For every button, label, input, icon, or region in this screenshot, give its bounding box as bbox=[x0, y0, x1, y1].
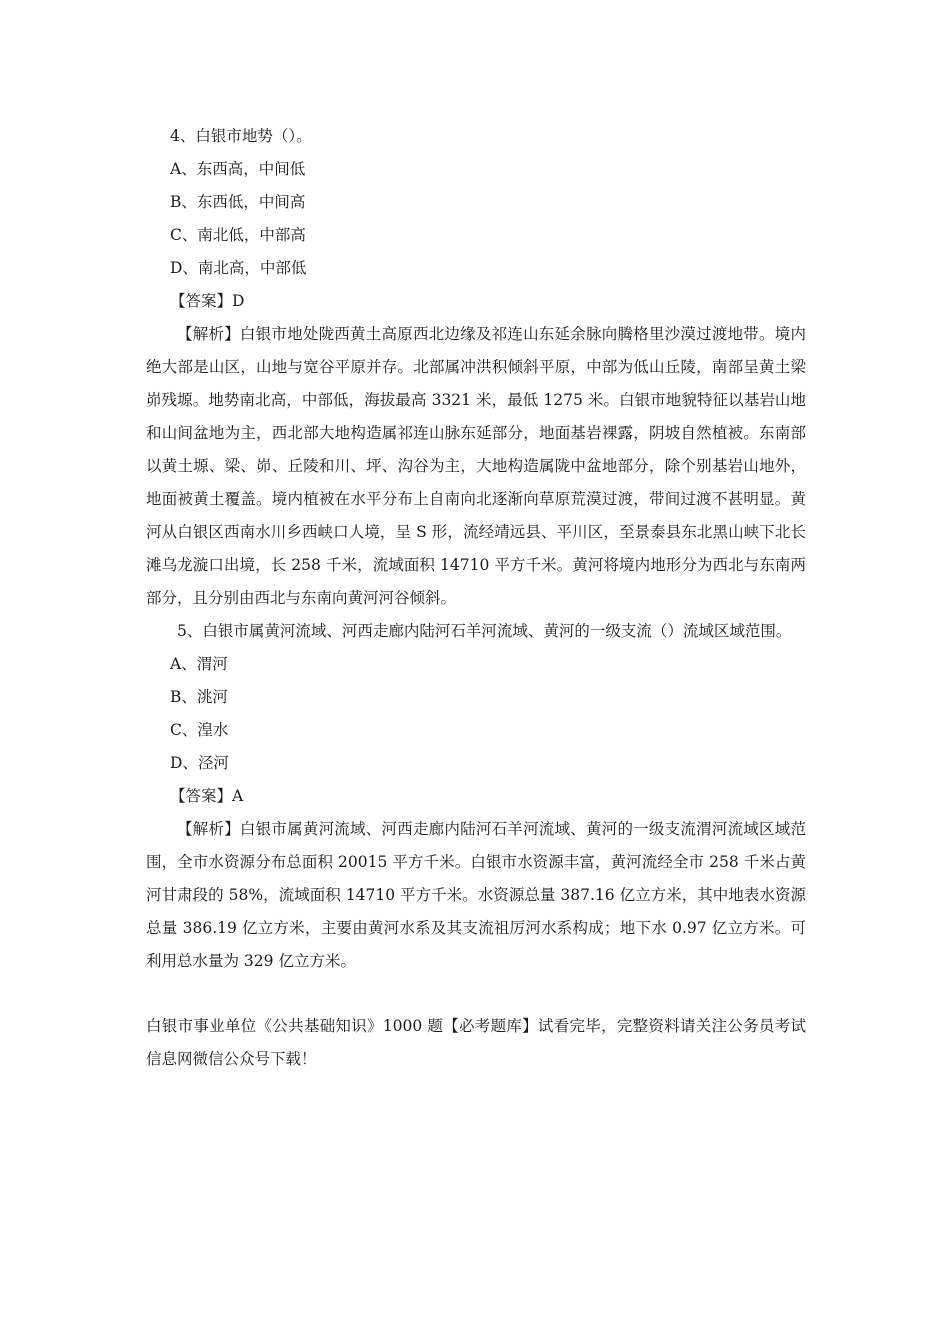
q4-analysis: 【解析】白银市地处陇西黄土高原西北边缘及祁连山东延余脉向腾格里沙漠过渡地带。境内绝大部是山区，山地与宽谷平原并存。北部属冲洪积倾斜平原，中部为低山丘陵，南部呈黄土梁峁残塬。地势南北高，中部低，海拔最高 3321 米，最低 1275 米。白银市地貌特征以基岩山地和山间盆地为主，西北部大地构造属祁连山脉东延部分，地面基岩裸露，阴坡自然植被。东南部以黄土塬、梁、峁、丘陵和川、坪、沟谷为主，大地构造属陇中盆地部分，除个别基岩山地外，地面被黄土覆盖。境内植被在水平分布上自南向北逐渐向草原荒漠过渡，带间过渡不甚明显。黄河从白银区西南水川乡西峡口人境，呈 S 形，流经靖远县、平川区，至景泰县东北黑山峡下北长滩乌龙漩口出境，长 258 千米，流域面积 14710 平方千米。黄河将境内地形分为西北与东南两部分，且分别由西北与东南向黄河河谷倾斜。 bbox=[146, 325, 806, 607]
spacer bbox=[146, 978, 806, 1010]
q4-answer: 【答案】D bbox=[170, 292, 245, 310]
q5-answer: 【答案】A bbox=[170, 787, 244, 805]
question-4: 4、白银市地势（）。 bbox=[170, 127, 312, 145]
q4-option-c: C、南北低，中部高 bbox=[170, 226, 306, 244]
q5-option-d: D、泾河 bbox=[170, 754, 229, 772]
q5-option-a: A、渭河 bbox=[170, 655, 228, 673]
q5-analysis: 【解析】白银市属黄河流域、河西走廊内陆河石羊河流域、黄河的一级支流渭河流域区域范围，全市水资源分布总面积 20015 平方千米。白银市水资源丰富，黄河流经全市 258 千米占黄河甘肃段的 58%，流域面积 14710 平方千米。水资源总量 387.16 亿立方米，其中地表水资源总量 386.19 亿立方米，主要由黄河水系及其支流祖厉河水系构成；地下水 0.97 亿立方米。可利用总水量为 329 亿立方米。 bbox=[146, 820, 806, 970]
q4-option-d: D、南北高，中部低 bbox=[170, 259, 307, 277]
q5-option-b: B、洮河 bbox=[170, 688, 228, 706]
q4-option-b: B、东西低，中间高 bbox=[170, 193, 306, 211]
q5-option-c: C、湟水 bbox=[170, 721, 229, 739]
q4-option-a: A、东西高，中间低 bbox=[170, 160, 306, 178]
footer-notice: 白银市事业单位《公共基础知识》1000 题【必考题库】试看完毕，完整资料请关注公务员考试信息网微信公众号下载！ bbox=[146, 1017, 806, 1068]
question-5: 5、白银市属黄河流域、河西走廊内陆河石羊河流域、黄河的一级支流（）流域区域范围。 bbox=[177, 622, 792, 640]
document-content bbox=[146, 120, 806, 1076]
